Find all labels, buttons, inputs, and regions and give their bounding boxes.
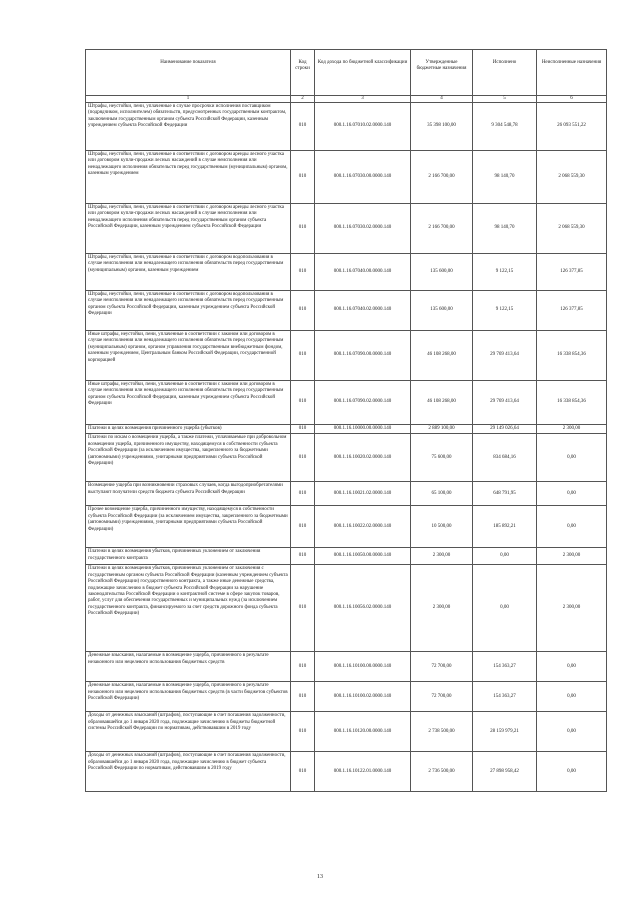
income-code: 000.1.16.07090.00.0000.140 xyxy=(315,331,411,381)
table-row xyxy=(86,204,607,254)
indicator-name: Платежи в целях возмещения причиненного ущерба (убытков) xyxy=(86,425,291,434)
approved-amount: 46 108 268,00 xyxy=(411,331,473,381)
income-code: 000.1.16.10056.02.0000.140 xyxy=(315,565,411,652)
column-number-row xyxy=(86,96,607,103)
approved-amount: 2 300,00 xyxy=(411,548,473,565)
income-code: 000.1.16.07040.00.0000.140 xyxy=(315,254,411,291)
column-number: 2 xyxy=(291,96,315,103)
line-code: 010 xyxy=(291,712,315,752)
indicator-name: Доходы от денежных взысканий (штрафов), поступающие в счет погашения задолженности, образовавшейся до 1 января 2020 года, подлежащие зачислению в бюджет субъекта Российской Федерации по нормативам, действовавшим в 2019 году xyxy=(86,752,291,792)
unexecuted-amount: 2 068 559,30 xyxy=(537,204,607,254)
approved-amount: 46 108 268,00 xyxy=(411,381,473,425)
executed-amount: 9 122,15 xyxy=(473,254,537,291)
table-row xyxy=(86,682,607,712)
approved-amount: 72 700,00 xyxy=(411,652,473,682)
executed-amount: 9 122,15 xyxy=(473,291,537,331)
line-code: 010 xyxy=(291,565,315,652)
approved-amount: 65 100,00 xyxy=(411,482,473,506)
column-number: 1 xyxy=(86,96,291,103)
table-row xyxy=(86,381,607,425)
header-approved: Утвержденные бюджетные назначения xyxy=(411,50,473,96)
executed-amount: 98 140,70 xyxy=(473,151,537,204)
unexecuted-amount: 16 338 854,36 xyxy=(537,331,607,381)
line-code: 010 xyxy=(291,381,315,425)
line-code: 010 xyxy=(291,506,315,548)
indicator-name: Штрафы, неустойки, пени, уплаченные в соответствии с договором водопользования в случае неисполнения или ненадлежащего исполнения обязательств перед государственным (муниципальным) органом, казенным учреждением xyxy=(86,254,291,291)
table-row xyxy=(86,712,607,752)
income-code: 000.1.16.10122.01.0000.140 xyxy=(315,752,411,792)
executed-amount: 29 149 026,64 xyxy=(473,425,537,434)
executed-amount: 98 140,70 xyxy=(473,204,537,254)
approved-amount: 75 600,00 xyxy=(411,434,473,482)
header-income-code: Код дохода по бюджетной классификации xyxy=(315,50,411,96)
header-executed: Исполнено xyxy=(473,50,537,96)
page-number: 13 xyxy=(317,874,323,880)
line-code: 010 xyxy=(291,752,315,792)
unexecuted-amount: 0,00 xyxy=(537,712,607,752)
indicator-name: Штрафы, неустойки, пени, уплаченные в соответствии с договором аренды лесного участка или договором купли-продажи лесных насаждений в случае неисполнения или ненадлежащего исполнения обязательств перед государственным органом субъекта Российской Федерации, казенным учреждением субъекта Российской Федерации xyxy=(86,204,291,254)
unexecuted-amount: 126 377,85 xyxy=(537,254,607,291)
line-code: 010 xyxy=(291,682,315,712)
table-row xyxy=(86,482,607,506)
table-row xyxy=(86,425,607,434)
table-row xyxy=(86,752,607,792)
executed-amount: 185 892,21 xyxy=(473,506,537,548)
indicator-name: Платежи в целях возмещения убытков, причиненных уклонением от заключения государственного контракта xyxy=(86,548,291,565)
unexecuted-amount: 0,00 xyxy=(537,434,607,482)
unexecuted-amount: 126 377,85 xyxy=(537,291,607,331)
indicator-name: Прочее возмещение ущерба, причиненного имуществу, находящемуся в собственности субъекта Российской Федерации (за исключением имущества, закрепленного за бюджетными (автономными) учреждениями, унитарными предприятиями субъекта Российской Федерации) xyxy=(86,506,291,548)
column-number: 5 xyxy=(473,96,537,103)
line-code: 010 xyxy=(291,103,315,151)
unexecuted-amount: 2 300,00 xyxy=(537,425,607,434)
header-line-code: Код строки xyxy=(291,50,315,96)
indicator-name: Доходы от денежных взысканий (штрафов), поступающие в счет погашения задолженности, образовавшейся до 1 января 2020 года, подлежащие зачислению в бюджеты бюджетной системы Российской Федерации по нормативам, действовавшим в 2019 году xyxy=(86,712,291,752)
income-code: 000.1.16.10120.00.0000.140 xyxy=(315,712,411,752)
income-code: 000.1.16.07090.02.0000.140 xyxy=(315,381,411,425)
indicator-name: Платежи в целях возмещения убытков, причиненных уклонением от заключения с государственным органом субъекта Российской Федерации (казенным учреждением субъекта Российской Федерации) государственного контракта, а также иные денежные средства, подлежащие зачислению в бюджет субъекта Российской Федерации за нарушение законодательства Российской Федерации о контрактной системе в сфере закупок товаров, работ, услуг для обеспечения государственных и муниципальных нужд (за исключением государственного контракта, финансируемого за счет средств дорожного фонда субъекта Российской Федерации) xyxy=(86,565,291,652)
unexecuted-amount: 0,00 xyxy=(537,652,607,682)
executed-amount: 834 684,16 xyxy=(473,434,537,482)
income-code: 000.1.16.10000.00.0000.140 xyxy=(315,425,411,434)
executed-amount: 9 304 548,78 xyxy=(473,103,537,151)
approved-amount: 2 300,00 xyxy=(411,565,473,652)
unexecuted-amount: 0,00 xyxy=(537,682,607,712)
executed-amount: 154 363,27 xyxy=(473,652,537,682)
income-code: 000.1.16.07040.02.0000.140 xyxy=(315,291,411,331)
approved-amount: 2 166 700,00 xyxy=(411,151,473,204)
indicator-name: Штрафы, неустойки, пени, уплаченные в случае просрочки исполнения поставщиком (подрядчиком, исполнителем) обязательств, предусмотренных государственным контрактом, заключенным государственным органом субъекта Российской Федерации, казенным учреждением субъекта Российской Федерации xyxy=(86,103,291,151)
indicator-name: Иные штрафы, неустойки, пени, уплаченные в соответствии с законом или договором в случае неисполнения или ненадлежащего исполнения обязательств перед государственным (муниципальным) органом, органом управления государственным внебюджетным фондом, казенным учреждением, Центральным банком Российской Федерации, государственной корпорацией xyxy=(86,331,291,381)
approved-amount: 135 600,00 xyxy=(411,291,473,331)
approved-amount: 135 600,00 xyxy=(411,254,473,291)
approved-amount: 10 500,00 xyxy=(411,506,473,548)
indicator-name: Платежи по искам о возмещении ущерба, а также платежи, уплачиваемые при добровольном возмещении ущерба, причиненного имуществу, находящемуся в собственности субъекта Российской Федерации (за исключением имущества, закрепленного за бюджетными (автономными) учреждениями, унитарными предприятиями субъекта Российской Федерации) xyxy=(86,434,291,482)
line-code: 010 xyxy=(291,254,315,291)
header-unexecuted: Неисполненные назначения xyxy=(537,50,607,96)
approved-amount: 2 889 100,00 xyxy=(411,425,473,434)
line-code: 010 xyxy=(291,482,315,506)
table-row xyxy=(86,291,607,331)
approved-amount: 2 738 500,00 xyxy=(411,712,473,752)
income-code: 000.1.16.07030.00.0000.140 xyxy=(315,151,411,204)
approved-amount: 2 166 700,00 xyxy=(411,204,473,254)
unexecuted-amount: 26 093 551,22 xyxy=(537,103,607,151)
column-number: 4 xyxy=(411,96,473,103)
table-row xyxy=(86,652,607,682)
income-code: 000.1.16.10021.02.0000.140 xyxy=(315,482,411,506)
executed-amount: 154 363,27 xyxy=(473,682,537,712)
table-row xyxy=(86,103,607,151)
executed-amount: 29 769 413,64 xyxy=(473,331,537,381)
line-code: 010 xyxy=(291,548,315,565)
column-number: 6 xyxy=(537,96,607,103)
line-code: 010 xyxy=(291,204,315,254)
executed-amount: 27 898 958,42 xyxy=(473,752,537,792)
table-row xyxy=(86,506,607,548)
income-code: 000.1.16.10022.02.0000.140 xyxy=(315,506,411,548)
indicator-name: Возмещение ущерба при возникновении страховых случаев, когда выгодоприобретателями выступают получатели средств бюджета субъекта Российской Федерации xyxy=(86,482,291,506)
indicator-name: Штрафы, неустойки, пени, уплаченные в соответствии с договором аренды лесного участка или договором купли-продажи лесных насаждений в случае неисполнения или ненадлежащего исполнения обязательств перед государственным (муниципальным) органом, казенным учреждением xyxy=(86,151,291,204)
unexecuted-amount: 0,00 xyxy=(537,506,607,548)
line-code: 010 xyxy=(291,151,315,204)
income-code: 000.1.16.07010.02.0000.140 xyxy=(315,103,411,151)
line-code: 010 xyxy=(291,652,315,682)
line-code: 010 xyxy=(291,434,315,482)
table-row xyxy=(86,548,607,565)
unexecuted-amount: 2 300,00 xyxy=(537,548,607,565)
executed-amount: 28 159 979,21 xyxy=(473,712,537,752)
line-code: 010 xyxy=(291,331,315,381)
unexecuted-amount: 0,00 xyxy=(537,482,607,506)
indicator-name: Денежные взыскания, налагаемые в возмещение ущерба, причиненного в результате незаконного или нецелевого использования бюджетных средств xyxy=(86,652,291,682)
unexecuted-amount: 0,00 xyxy=(537,752,607,792)
executed-amount: 29 769 413,64 xyxy=(473,381,537,425)
executed-amount: 0,00 xyxy=(473,548,537,565)
unexecuted-amount: 2 068 559,30 xyxy=(537,151,607,204)
income-code: 000.1.16.10020.02.0000.140 xyxy=(315,434,411,482)
approved-amount: 2 736 500,00 xyxy=(411,752,473,792)
executed-amount: 0,00 xyxy=(473,565,537,652)
table-row xyxy=(86,331,607,381)
approved-amount: 72 700,00 xyxy=(411,682,473,712)
budget-execution-table xyxy=(85,49,607,792)
table-row xyxy=(86,254,607,291)
table-row xyxy=(86,434,607,482)
income-code: 000.1.16.07030.02.0000.140 xyxy=(315,204,411,254)
unexecuted-amount: 2 300,00 xyxy=(537,565,607,652)
indicator-name: Штрафы, неустойки, пени, уплаченные в соответствии с договором водопользования в случае неисполнения или ненадлежащего исполнения обязательств перед государственным органом субъекта Российской Федерации, казенным учреждением субъекта Российской Федерации xyxy=(86,291,291,331)
indicator-name: Денежные взыскания, налагаемые в возмещение ущерба, причиненного в результате незаконного или нецелевого использования бюджетных средств (в части бюджетов субъектов Российской Федерации) xyxy=(86,682,291,712)
income-code: 000.1.16.10100.00.0000.140 xyxy=(315,652,411,682)
table-row xyxy=(86,565,607,652)
column-number: 3 xyxy=(315,96,411,103)
header-indicator-name: Наименование показателя xyxy=(86,50,291,96)
table-header-row xyxy=(86,50,607,96)
approved-amount: 35 398 100,00 xyxy=(411,103,473,151)
income-code: 000.1.16.10050.00.0000.140 xyxy=(315,548,411,565)
line-code: 010 xyxy=(291,425,315,434)
unexecuted-amount: 16 338 854,36 xyxy=(537,381,607,425)
indicator-name: Иные штрафы, неустойки, пени, уплаченные в соответствии с законом или договором в случае неисполнения или ненадлежащего исполнения обязательств перед государственным органом субъекта Российской Федерации, казенным учреждением субъекта Российской Федерации xyxy=(86,381,291,425)
executed-amount: 648 791,95 xyxy=(473,482,537,506)
line-code: 010 xyxy=(291,291,315,331)
table-row xyxy=(86,151,607,204)
income-code: 000.1.16.10100.02.0000.140 xyxy=(315,682,411,712)
